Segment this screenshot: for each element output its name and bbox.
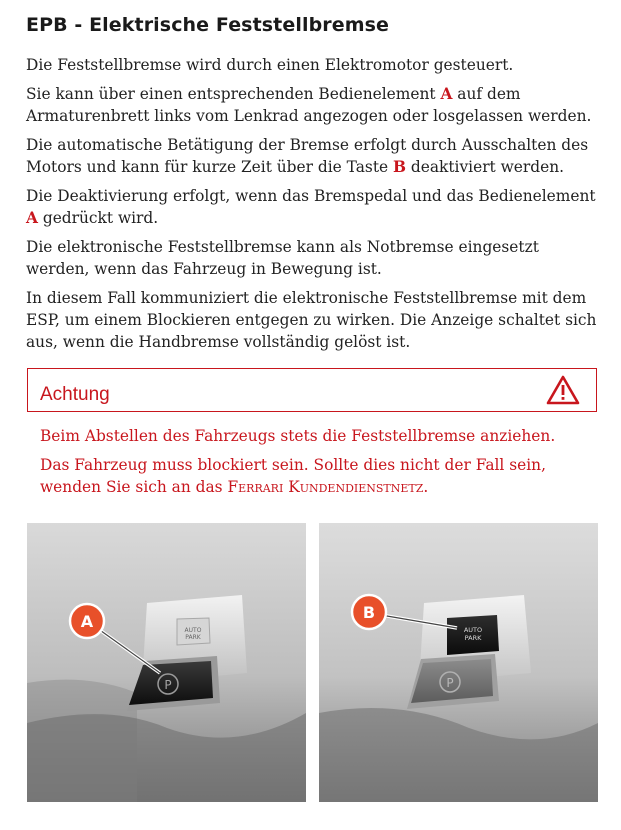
auto-park-label-line1: AUTO [184,627,202,634]
p-symbol: P [164,678,172,692]
callout-b-letter: B [362,603,376,622]
paragraph-5: Die elektronische Feststellbremse kann als Notbremse eingesetzt werden, wenn das Fahrzeug in Bewegung ist. [26,238,539,278]
figure-auto-park-button-b [319,523,598,802]
warning-title: Achtung [40,384,110,405]
ferrari-brand-text: Ferrari Kundendienstnetz [227,478,424,496]
paragraph-6: In diesem Fall kommuniziert die elektronische Feststellbremse mit dem ESP, um einem Blockieren entgegen zu wirken. Die Anzeige schaltet sich aus, wenn die Handbremse vollständig gelöst ist. [26,289,597,351]
body-text [26,54,606,360]
figure-epb-button-a [27,523,306,802]
callout-a-letter: A [80,612,94,631]
marker-a: A [440,85,453,103]
warning-triangle-icon [546,375,580,405]
auto-park-b-label-line1: AUTO [463,626,483,634]
warning-line-2-end: . [423,478,429,496]
marker-a-2: A [26,209,38,227]
paragraph-3-text-b: deaktiviert werden. [406,158,565,176]
paragraph-2 [26,83,606,127]
paragraph-4 [26,185,606,229]
warning-line-2-text: Das Fahrzeug muss blockiert sein. Sollte dies nicht der Fall sein, wenden Sie sich an das [40,456,546,496]
auto-park-b-label-line2: PARK [464,634,482,642]
marker-b: B [393,158,407,176]
paragraph-3-text-a: Die automatische Betätigung der Bremse erfolgt durch Ausschalten des Motors und kann für kurze Zeit über die Taste [26,136,589,176]
dashboard-photo-b [319,523,598,802]
paragraph-3 [26,134,606,178]
paragraph-4-text-b: gedrückt wird. [37,209,159,227]
dashboard-photo-a [27,523,306,802]
page-title: EPB - Elektrische Feststellbremse [26,14,390,36]
paragraph-2-text-b: auf dem Armaturenbrett links vom Lenkrad angezogen oder losgelassen werden. [26,85,592,125]
paragraph-4-text-a: Die Deaktivierung erfolgt, wenn das Bremspedal und das Bedienelement [26,187,596,205]
auto-park-label-line2: PARK [185,634,201,641]
warning-line-1: Beim Abstellen des Fahrzeugs stets die Feststellbremse anziehen. [40,427,556,445]
warning-text [40,425,600,505]
warning-box [27,368,597,412]
warning-line-2 [40,454,600,498]
p-symbol-b: P [446,676,454,690]
paragraph-2-text-a: Sie kann über einen entsprechenden Bedienelement [26,85,441,103]
paragraph-1: Die Feststellbremse wird durch einen Elektromotor gesteuert. [26,56,514,74]
